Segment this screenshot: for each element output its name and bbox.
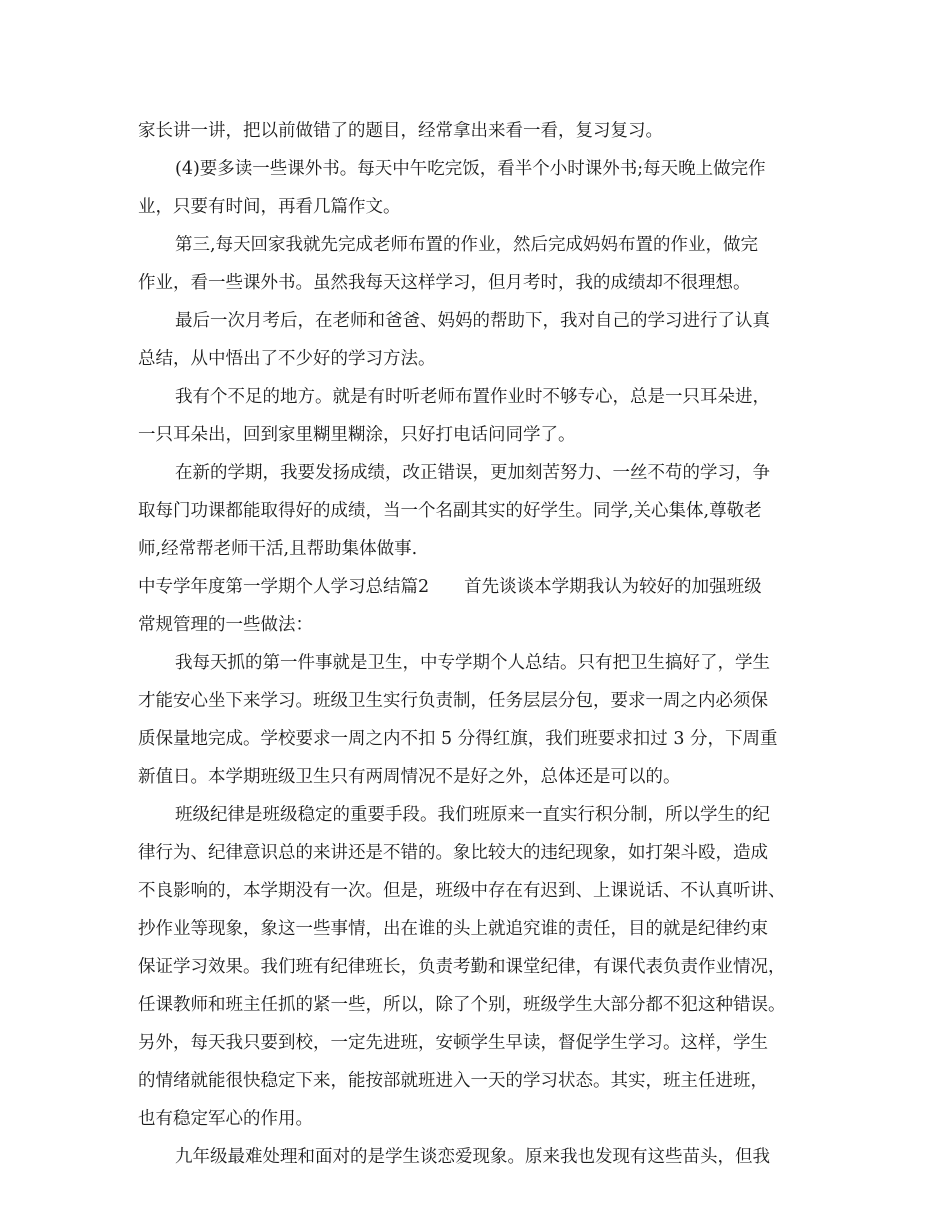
- text-line: 在新的学期，我要发扬成绩，改正错误，更加刻苦努力、一丝不苟的学习，争: [175, 463, 770, 483]
- text-line: 也有稳定军心的作用。: [138, 1109, 313, 1129]
- text-line: (4)要多读一些课外书。每天中午吃完饭，看半个小时课外书;每天晚上做完作: [175, 159, 766, 179]
- text-line: 另外，每天我只要到校，一定先进班，安顿学生早读，督促学生学习。这样，学生: [138, 1033, 768, 1053]
- text-line: 业，只要有时间，再看几篇作文。: [138, 197, 401, 217]
- text-line: 常规管理的一些做法：: [138, 615, 313, 635]
- text-line: 九年级最难处理和面对的是学生谈恋爱现象。原来我也发现有这些苗头，但我: [175, 1147, 770, 1167]
- text-line: 我每天抓的第一件事就是卫生，中专学期个人总结。只有把卫生搞好了，学生: [175, 653, 770, 673]
- text-line: 质保量地完成。学校要求一周之内不扣 5 分得红旗，我们班要求扣过 3 分，下周重: [138, 729, 778, 749]
- text-line: 新值日。本学期班级卫生只有两周情况不是好之外，总体还是可以的。: [138, 767, 681, 787]
- text-line: 家长讲一讲，把以前做错了的题目，经常拿出来看一看，复习复习。: [138, 121, 663, 141]
- text-line: 一只耳朵出，回到家里糊里糊涂，只好打电话问同学了。: [138, 425, 576, 445]
- text-line: 师,经常帮老师干活,且帮助集体做事.: [138, 539, 418, 559]
- text-line: 取每门功课都能取得好的成绩，当一个名副其实的好学生。同学,关心集体,尊敬老: [138, 501, 762, 521]
- text-line: 中专学年度第一学期个人学习总结篇2 首先谈谈本学期我认为较好的加强班级: [138, 577, 762, 597]
- text-line: 任课教师和班主任抓的紧一些，所以，除了个别，班级学生大部分都不犯这种错误。: [138, 995, 786, 1015]
- text-line: 班级纪律是班级稳定的重要手段。我们班原来一直实行积分制，所以学生的纪: [175, 805, 770, 825]
- text-line: 我有个不足的地方。就是有时听老师布置作业时不够专心，总是一只耳朵进，: [175, 387, 770, 407]
- text-line: 作业，看一些课外书。虽然我每天这样学习，但月考时，我的成绩却不很理想。: [138, 273, 751, 293]
- text-line: 不良影响的，本学期没有一次。但是，班级中存在有迟到、上课说话、不认真听讲、: [138, 881, 786, 901]
- text-line: 抄作业等现象，象这一些事情，出在谁的头上就追究谁的责任，目的就是纪律约束: [138, 919, 768, 939]
- text-line: 总结，从中悟出了不少好的学习方法。: [138, 349, 436, 369]
- text-line: 第三,每天回家我就先完成老师布置的作业，然后完成妈妈布置的作业，做完: [175, 235, 759, 255]
- text-line: 的情绪就能很快稳定下来，能按部就班进入一天的学习状态。其实，班主任进班，: [138, 1071, 768, 1091]
- text-line: 才能安心坐下来学习。班级卫生实行负责制，任务层层分包，要求一周之内必须保: [138, 691, 768, 711]
- text-line: 律行为、纪律意识总的来讲还是不错的。象比较大的违纪现象，如打架斗殴，造成: [138, 843, 768, 863]
- text-line: 最后一次月考后，在老师和爸爸、妈妈的帮助下，我对自己的学习进行了认真: [175, 311, 770, 331]
- text-line: 保证学习效果。我们班有纪律班长，负责考勤和课堂纪律，有课代表负责作业情况，: [138, 957, 786, 977]
